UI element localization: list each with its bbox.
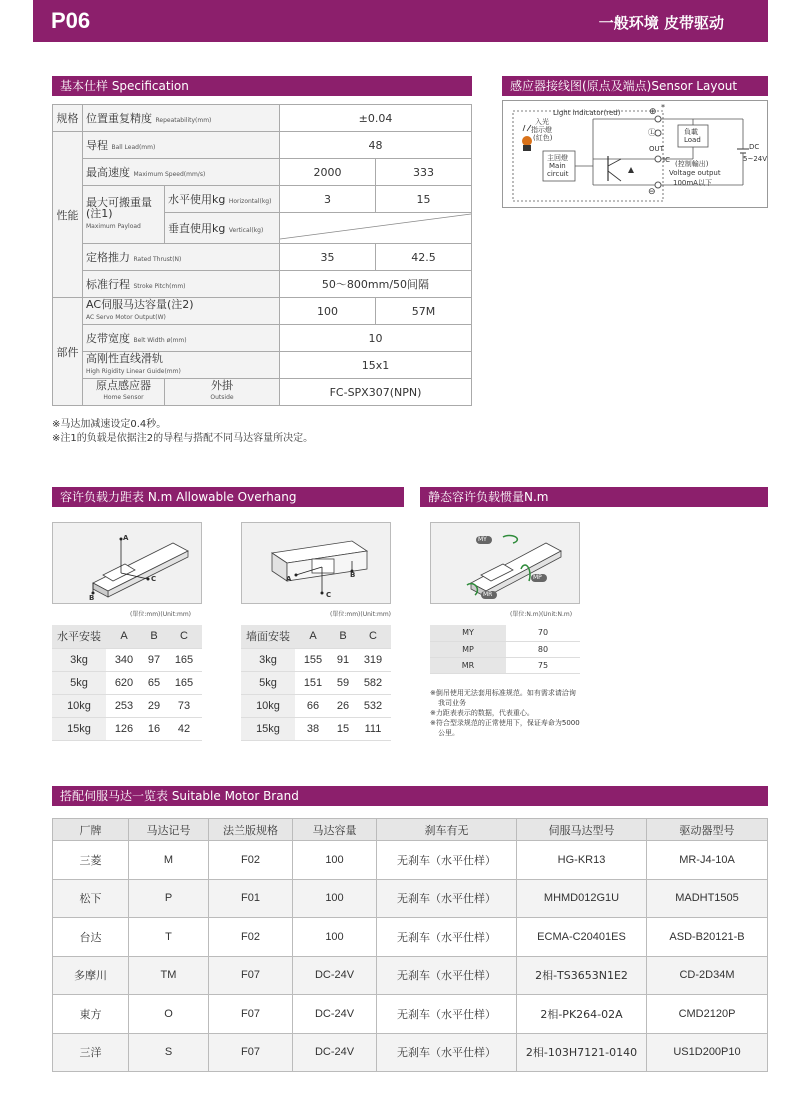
spec-value: 57M bbox=[376, 298, 472, 325]
table-header: 水平安装 bbox=[52, 625, 106, 648]
table-row: MY 70 bbox=[430, 625, 580, 641]
spec-value: 10 bbox=[280, 325, 472, 352]
product-category: 一般环境 皮带驱动 bbox=[598, 14, 724, 32]
main-circuit-label: circuit bbox=[547, 170, 569, 178]
spec-label: 导程 Ball Lead(mm) bbox=[83, 132, 280, 159]
spec-value: 3 bbox=[280, 186, 376, 213]
load-label: 負載 bbox=[684, 128, 698, 136]
table-row: 10kg 66 26 532 bbox=[241, 694, 391, 717]
product-code: P06 bbox=[51, 8, 91, 33]
spec-group-label: 部件 bbox=[53, 298, 83, 406]
indicator-zh-label: (紅色) bbox=[533, 134, 553, 142]
spec-label: 定格推力 Rated Thrust(N) bbox=[83, 244, 280, 271]
dc-label: DC bbox=[749, 143, 760, 151]
table-row: 15kg 38 15 111 bbox=[241, 717, 391, 740]
table-row: MR 75 bbox=[430, 657, 580, 673]
label-mp: MP bbox=[533, 574, 542, 581]
diagonal-line bbox=[280, 213, 471, 240]
table-row: MP 80 bbox=[430, 641, 580, 657]
sensor-diagram bbox=[502, 100, 768, 208]
l-terminal-icon: Ⓛ bbox=[648, 128, 656, 137]
spec-label: 垂直使用kg Vertical(kg) bbox=[165, 213, 280, 244]
spec-value: 35 bbox=[280, 244, 376, 271]
wall-slide-icon bbox=[242, 523, 392, 605]
spec-value: 48 bbox=[280, 132, 472, 159]
moment-slide-icon bbox=[431, 523, 581, 605]
horizontal-mount-diagram bbox=[52, 522, 202, 604]
spec-label: 标准行程 Stroke Pitch(mm) bbox=[83, 271, 280, 298]
table-header: 伺服马达型号 bbox=[517, 819, 647, 841]
table-row: 15kg 126 16 42 bbox=[52, 717, 202, 740]
overhang-section-title: 容许负载力距表 N.m Allowable Overhang bbox=[52, 487, 404, 507]
spec-value: 42.5 bbox=[376, 244, 472, 271]
control-output-label: (控制輸出) bbox=[675, 160, 709, 168]
table-row: 3kg 340 97 165 bbox=[52, 648, 202, 671]
static-moment-diagram bbox=[430, 522, 580, 604]
table-header: 马达记号 bbox=[129, 819, 209, 841]
table-header: A bbox=[106, 625, 142, 648]
spec-label: 位置重复精度 Repeatability(mm) bbox=[83, 105, 280, 132]
label-b: B bbox=[350, 571, 356, 579]
table-header: C bbox=[166, 625, 202, 648]
spec-value: FC-SPX307(NPN) bbox=[280, 379, 472, 406]
spec-notes: ※马达加减速设定0.4秒。 ※注1的负载是依据注2的导程与搭配不同马达容量所决定。 bbox=[52, 419, 314, 444]
spec-label: 最高速度 Maximum Speed(mm/s) bbox=[83, 159, 280, 186]
table-header: B bbox=[331, 625, 355, 648]
minus-terminal-icon: ⊖ bbox=[648, 187, 656, 197]
table-row: 東方 O F07 DC-24V 无刹车（水平仕样） 2相-PK264-02A CMD2120P bbox=[53, 995, 768, 1034]
table-row: 5kg 151 59 582 bbox=[241, 671, 391, 694]
spec-label: AC伺服马达容量(注2) AC Servo Motor Output(W) bbox=[83, 298, 280, 325]
table-header: C bbox=[355, 625, 391, 648]
label-my: MY bbox=[478, 536, 487, 543]
table-header: B bbox=[142, 625, 166, 648]
spec-label: 水平使用kg Horizontal(kg) bbox=[165, 186, 280, 213]
spec-value: ±0.04 bbox=[280, 105, 472, 132]
star-mark: * bbox=[661, 103, 665, 112]
table-header: 厂牌 bbox=[53, 819, 129, 841]
spec-value: 100 bbox=[280, 298, 376, 325]
spec-section-title: 基本仕样 Specification bbox=[52, 76, 472, 96]
unit-label: (單位:N.m)(Unit:N.m) bbox=[510, 611, 573, 618]
static-moment-table bbox=[430, 625, 580, 674]
spec-value-empty bbox=[280, 213, 472, 244]
table-row: 5kg 620 65 165 bbox=[52, 671, 202, 694]
label-c: C bbox=[151, 575, 157, 583]
spec-table bbox=[52, 104, 472, 406]
voltage-output-label: 100mA以下 bbox=[673, 179, 712, 187]
spec-value: 333 bbox=[376, 159, 472, 186]
table-row: 台达 T F02 100 无刹车（水平仕样） ECMA-C20401ES ASD-B20121-B bbox=[53, 918, 768, 957]
sensor-section-title: 感应器接线图(原点及端点)Sensor Layout bbox=[502, 76, 768, 96]
header-bar bbox=[33, 0, 768, 42]
table-header: 刹车有无 bbox=[377, 819, 517, 841]
spec-label: 高刚性直线滑轨 High Rigidity Linear Guide(mm) bbox=[83, 352, 280, 379]
table-header: 马达容量 bbox=[293, 819, 377, 841]
voltage-output-label: Voltage output bbox=[669, 169, 721, 177]
main-circuit-label: Main bbox=[549, 162, 566, 170]
table-row: 三菱 M F02 100 无刹车（水平仕样） HG-KR13 MR-J4-10A bbox=[53, 841, 768, 880]
main-circuit-label: 主回燈 bbox=[547, 154, 568, 162]
spec-label: 外掛 Outside bbox=[165, 379, 280, 406]
motor-section-title: 搭配伺服马达一览表 Suitable Motor Brand bbox=[52, 786, 768, 806]
wall-overhang-table bbox=[241, 625, 391, 741]
spec-label: 皮带宽度 Belt Width ø(mm) bbox=[83, 325, 280, 352]
dc-voltage-label: 5~24V bbox=[743, 155, 768, 163]
ic-label: IC bbox=[663, 156, 670, 164]
table-row: 三洋 S F07 DC-24V 无刹车（水平仕样） 2相-103H7121-0140 US1D200P10 bbox=[53, 1033, 768, 1072]
table-row: 多摩川 TM F07 DC-24V 无刹车（水平仕样） 2相-TS3653N1E2 CD-2D34M bbox=[53, 956, 768, 995]
table-header: A bbox=[295, 625, 331, 648]
label-a: A bbox=[123, 534, 129, 542]
spec-label: 原点感应器 Home Sensor bbox=[83, 379, 165, 406]
unit-label: (單位:mm)(Unit:mm) bbox=[130, 611, 191, 618]
spec-value: 2000 bbox=[280, 159, 376, 186]
spec-value: 15 bbox=[376, 186, 472, 213]
static-notes: ※倒吊使用无法套用标准规范。如有需求请洽询 我司业务 ※力距表表示的数据，代表重心。 ※符合型录规范的正常使用下，保证寿命为5000 公里。 bbox=[430, 689, 580, 737]
table-row: 松下 P F01 100 无刹车（水平仕样） MHMD012G1U MADHT1505 bbox=[53, 879, 768, 918]
static-section-title: 静态容许负载惯量N.m bbox=[420, 487, 768, 507]
spec-value: 50～800mm/50间隔 bbox=[280, 271, 472, 298]
wall-mount-diagram bbox=[241, 522, 391, 604]
table-header: 驱动器型号 bbox=[647, 819, 768, 841]
label-mr: MR bbox=[483, 591, 493, 598]
label-b: B bbox=[89, 594, 95, 602]
spec-group-label: 规格 bbox=[53, 105, 83, 132]
out-label: OUT bbox=[649, 145, 664, 153]
indicator-zh-label: 指示燈 bbox=[531, 126, 552, 134]
horizontal-overhang-table bbox=[52, 625, 202, 741]
load-label: Load bbox=[684, 136, 701, 144]
label-c: C bbox=[326, 591, 332, 599]
spec-group-label: 性能 bbox=[53, 132, 83, 298]
light-indicator-label: Light indicator(red) bbox=[553, 109, 621, 117]
table-row: 3kg 155 91 319 bbox=[241, 648, 391, 671]
table-header: 墙面安装 bbox=[241, 625, 295, 648]
plus-terminal-icon: ⊕ bbox=[649, 107, 657, 117]
motor-brand-table bbox=[52, 818, 768, 1072]
indicator-zh-label: 入光 bbox=[535, 118, 549, 126]
label-a: A bbox=[286, 575, 292, 583]
unit-label: (單位:mm)(Unit:mm) bbox=[330, 611, 391, 618]
table-header: 法兰版规格 bbox=[209, 819, 293, 841]
table-row: 10kg 253 29 73 bbox=[52, 694, 202, 717]
spec-value: 15x1 bbox=[280, 352, 472, 379]
spec-label: 最大可搬重量(注1) Maximum Payload bbox=[83, 186, 165, 244]
